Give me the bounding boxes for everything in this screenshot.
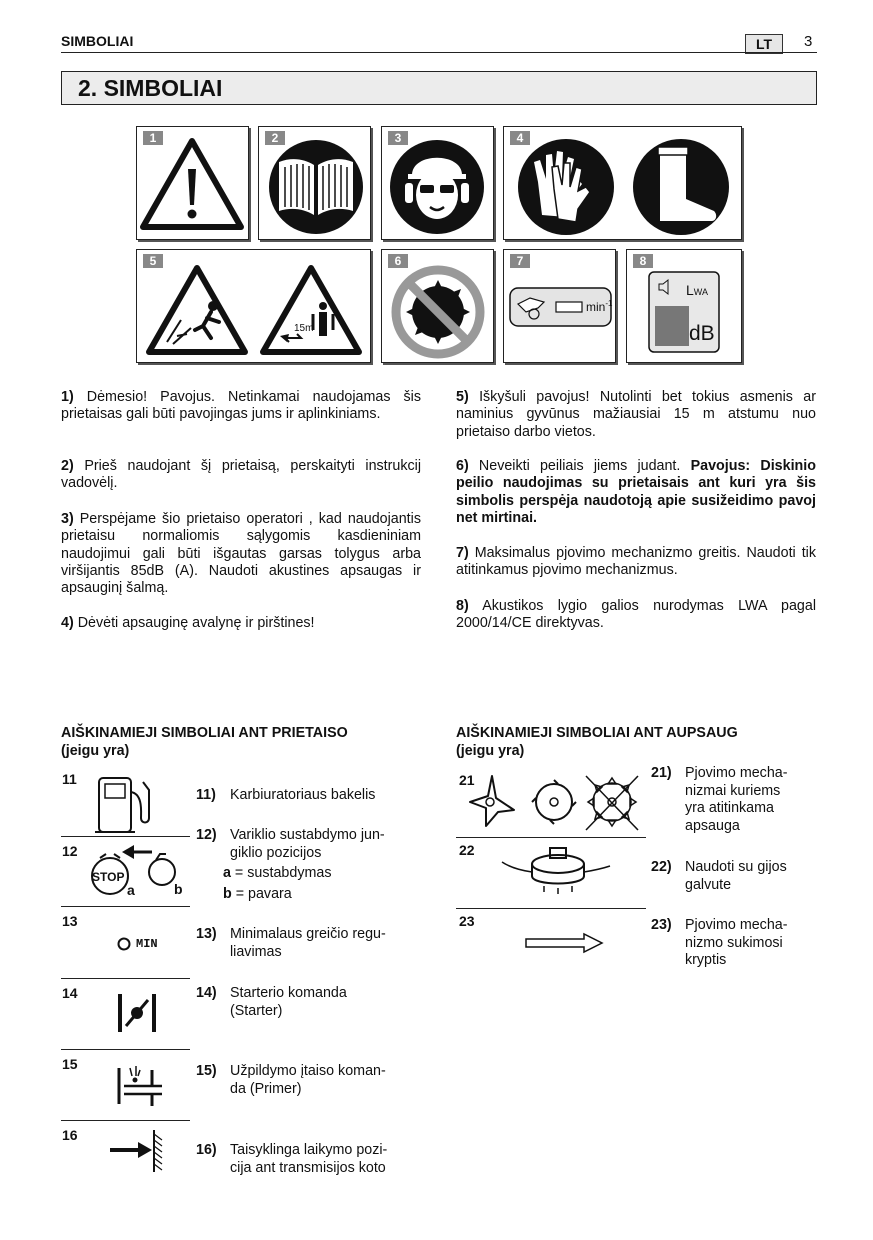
db-label: dB — [689, 322, 715, 345]
position-b-desc — [196, 886, 385, 904]
label-number: 22) — [651, 859, 672, 875]
label-text: Karbiuratoriaus bakelis — [230, 787, 376, 803]
speed-unit-text: min — [586, 300, 606, 314]
min-circle-icon — [117, 937, 133, 953]
lwa-label — [686, 282, 708, 298]
symbol-14-label — [196, 985, 347, 1020]
symbol-22-label — [651, 859, 787, 894]
row-divider — [61, 906, 190, 907]
rotation-direction-arrow-icon — [524, 932, 606, 954]
figure-number: 7 — [510, 254, 530, 268]
description-number: 5) — [456, 389, 469, 405]
figure-1-warning — [136, 126, 249, 240]
label-text: Variklio sustabdymo jun- — [230, 827, 385, 843]
row-divider — [61, 978, 190, 979]
cutting-attachments-icon — [462, 770, 642, 836]
label-text: Starterio komanda — [230, 985, 347, 1001]
symbol-21-label — [651, 765, 788, 835]
symbol-12-label — [196, 827, 385, 903]
symbol-11-label — [196, 787, 375, 805]
figure-number: 8 — [633, 254, 653, 268]
label-number: 15) — [196, 1063, 217, 1079]
label-text: galvute — [685, 876, 732, 893]
label-number: 13) — [196, 926, 217, 942]
description-6 — [456, 458, 816, 527]
symbol-16-label — [196, 1142, 387, 1177]
symbol-number: 13 — [62, 913, 78, 929]
description-text: Dėvėti apsauginę avalynę ir pirštines! — [77, 615, 315, 631]
value: = pavara — [231, 885, 292, 902]
key: a — [223, 865, 231, 881]
figure-2-read-manual — [258, 126, 371, 240]
symbol-number: 12 — [62, 843, 78, 859]
position-a-desc — [196, 865, 385, 883]
section-title: 2. SIMBOLIAI — [78, 75, 223, 101]
symbol-number: 11 — [62, 771, 77, 787]
description-number: 6) — [456, 458, 469, 474]
description-number: 8) — [456, 598, 469, 614]
prohibited-saw-blade-icon — [382, 250, 493, 362]
guard-symbols-heading — [456, 724, 738, 760]
description-warning-text: Pavojus: Diskinio peilio naudojimas su prietaisais ant kuri yra šis simbolis perspėja naudotoją apie susižeidimo pavoj net mirtinai. — [456, 458, 816, 526]
label-text: Užpildymo įtaiso koman- — [230, 1063, 386, 1079]
description-text: Maksimalus pjovimo mechanizmo greitis. Naudoti tik atitinkamus pjovimo mechanizmus. — [456, 545, 816, 579]
projectile-warning-icon — [137, 250, 370, 362]
position-b-label: b — [174, 881, 183, 897]
figure-number: 5 — [143, 254, 163, 268]
figure-number: 2 — [265, 131, 285, 145]
description-text: Iškyšuli pavojus! Nutolinti bet tokius asmenis ar naminius gyvūnus mažiausiai 15 m atstumu nuo prietaiso darbo vietos. — [456, 389, 816, 440]
symbol-number: 16 — [62, 1127, 78, 1143]
description-number: 3) — [61, 511, 74, 527]
min-text: MIN — [136, 937, 158, 951]
book-icon — [259, 127, 370, 239]
figure-number: 6 — [388, 254, 408, 268]
row-divider — [456, 908, 646, 909]
symbol-15-label — [196, 1063, 386, 1098]
symbol-number: 14 — [62, 985, 78, 1001]
label-text: da (Primer) — [230, 1080, 302, 1097]
heading-subline: (jeigu yra) — [61, 743, 130, 759]
fuel-pump-icon — [95, 772, 157, 834]
figure-number: 4 — [510, 131, 530, 145]
row-divider — [61, 1120, 190, 1121]
page-number: 3 — [804, 33, 813, 50]
description-1 — [61, 389, 421, 424]
device-symbols-heading — [61, 724, 348, 760]
warning-triangle-icon — [137, 127, 248, 239]
description-text: Perspėjame šio prietaiso operatori , kad naudojantis prietaisu normaliomis sąlygomis kasdieniniam naudojimui gali būti išgautas garsas tolygus arba viršijantis 85dB (A). Naudoti akustines apsaugas ir apsauginį šalmą. — [61, 511, 421, 597]
running-header-title: SIMBOLIAI — [61, 33, 134, 49]
description-text: Neveikti peiliais jiems judant. — [478, 458, 681, 474]
holding-position-icon — [108, 1128, 166, 1176]
figure-5-projectiles-distance — [136, 249, 371, 363]
description-3 — [61, 511, 421, 597]
helmet-earmuffs-icon — [382, 127, 493, 239]
description-5 — [456, 389, 816, 441]
lwa-subscript: WA — [693, 287, 708, 297]
header-divider — [61, 52, 817, 53]
heading-line: AIŠKINAMIEJI SIMBOLIAI ANT AUPSAUG — [456, 725, 738, 741]
label-number: 11) — [196, 787, 216, 803]
heading-subline: (jeigu yra) — [456, 743, 525, 759]
sound-plate-icon — [627, 250, 741, 362]
symbol-number: 15 — [62, 1056, 78, 1072]
primer-icon — [114, 1062, 166, 1110]
description-text: Dėmesio! Pavojus. Netinkamai naudojamas šis prietaisas gali būti pavojingas jums ir aplinkiniams. — [61, 389, 421, 423]
label-number: 21) — [651, 765, 672, 781]
symbol-13-label — [196, 926, 386, 961]
position-a-label: a — [127, 882, 135, 898]
speed-unit — [586, 299, 612, 314]
description-2 — [61, 458, 421, 493]
description-number: 1) — [61, 389, 74, 405]
label-text: (Starter) — [230, 1002, 283, 1019]
figure-3-head-protection — [381, 126, 494, 240]
label-number: 16) — [196, 1142, 217, 1158]
description-7 — [456, 545, 816, 580]
row-divider — [61, 1049, 190, 1050]
trimmer-head-icon — [500, 844, 612, 896]
value: = sustabdymas — [230, 865, 332, 881]
lwa-letter: L — [686, 282, 694, 298]
label-text: Minimalaus greičio regu- — [230, 926, 386, 942]
label-text: kryptis — [685, 952, 727, 968]
stop-text: STOP — [92, 870, 125, 884]
symbol-number: 21 — [459, 772, 475, 788]
label-text: yra atitinkama — [685, 800, 774, 816]
description-number: 2) — [61, 458, 74, 474]
description-text: Prieš naudojant šį prietaisą, perskaityti instrukcij vadovėlį. — [61, 458, 421, 492]
figure-4-gloves-boots — [503, 126, 742, 240]
label-text: Pjovimo mecha- — [685, 765, 788, 781]
label-text: Pjovimo mecha- — [685, 917, 788, 933]
boots-icon — [626, 127, 736, 239]
choke-starter-icon — [114, 990, 162, 1038]
figure-number: 1 — [143, 131, 163, 145]
label-text: giklio pozicijos — [230, 844, 322, 861]
figure-6-no-blade — [381, 249, 494, 363]
description-number: 4) — [61, 615, 74, 631]
symbol-23-label — [651, 917, 788, 970]
heading-line: AIŠKINAMIEJI SIMBOLIAI ANT PRIETAISO — [61, 725, 348, 741]
label-number: 12) — [196, 827, 217, 843]
symbol-number: 22 — [459, 842, 475, 858]
label-text: Taisyklinga laikymo pozi- — [230, 1142, 388, 1158]
label-text: Naudoti su gijos — [685, 859, 787, 875]
language-badge: LT — [745, 34, 783, 54]
figure-8-sound-power — [626, 249, 742, 363]
figure-number: 3 — [388, 131, 408, 145]
row-divider — [61, 836, 190, 837]
description-8 — [456, 598, 816, 633]
label-text: liavimas — [230, 943, 282, 960]
figure-7-max-speed — [503, 249, 616, 363]
distance-label: 15m — [294, 323, 314, 334]
label-number: 23) — [651, 917, 672, 933]
speed-unit-exponent: -1 — [605, 299, 613, 308]
label-text: nizmo sukimosi — [685, 934, 783, 951]
row-divider — [456, 837, 646, 838]
description-text: Akustikos lygio galios nurodymas LWA pagal 2000/14/CE direktyvas. — [456, 598, 816, 632]
label-number: 14) — [196, 985, 217, 1001]
label-text: cija ant transmisijos koto — [230, 1159, 386, 1176]
label-text: nizmai kuriems — [685, 782, 781, 799]
label-text: apsauga — [685, 817, 740, 834]
symbol-number: 23 — [459, 913, 475, 929]
description-number: 7) — [456, 545, 469, 561]
key: b — [223, 885, 232, 902]
section-title-box — [61, 71, 817, 105]
description-4 — [61, 615, 421, 632]
